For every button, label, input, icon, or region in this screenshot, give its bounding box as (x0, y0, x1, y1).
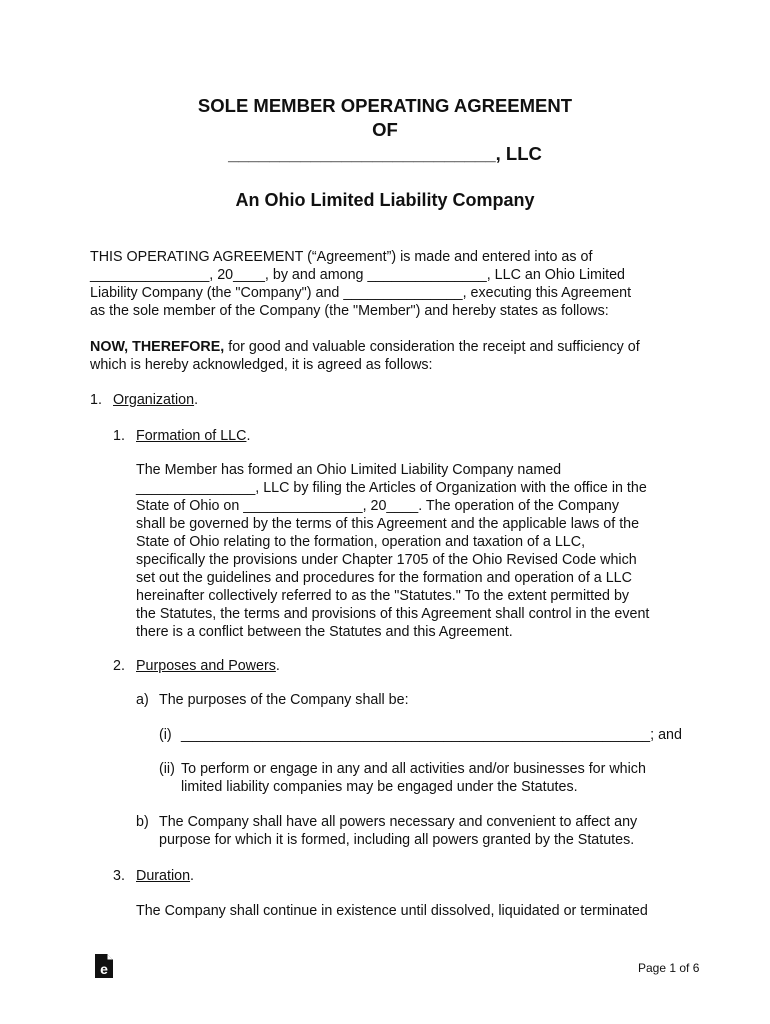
subsection-number: 3. (113, 868, 125, 884)
document-title-of: OF (372, 119, 398, 140)
item-label-ii: (ii) (159, 761, 175, 777)
section-heading-organization (113, 391, 198, 409)
item-text-b: purpose for which it is formed, including all powers granted by the Statutes. (159, 832, 635, 848)
subsection-number: 1. (113, 428, 125, 444)
document-subtitle: An Ohio Limited Liability Company (235, 190, 535, 210)
intro-line: _______________, 20____, by and among _______________, LLC an Ohio Limited (90, 267, 625, 283)
subsection-heading-text: Formation of LLC (136, 428, 247, 444)
therefore-line: which is hereby acknowledged, it is agreed as follows: (90, 357, 433, 373)
item-label-i: (i) (159, 727, 172, 743)
section-number: 1. (90, 392, 102, 408)
therefore-text: for good and valuable consideration the receipt and sufficiency of (224, 339, 640, 355)
subsection-heading-text: Purposes and Powers (136, 658, 276, 674)
therefore-bold: NOW, THEREFORE, (90, 339, 225, 355)
formation-line: set out the guidelines and procedures for the formation and operation of a LLC (136, 570, 632, 586)
svg-text:e: e (100, 961, 108, 977)
formation-line: specifically the provisions under Chapter 1705 of the Ohio Revised Code which (136, 552, 637, 568)
formation-line: hereinafter collectively referred to as the "Statutes." To the extent permitted by (136, 588, 630, 604)
item-label-a: a) (136, 692, 149, 708)
company-name-blank: __________________________, LLC (228, 143, 542, 164)
subsection-heading-formation (136, 427, 250, 445)
therefore-paragraph (90, 338, 640, 356)
heading-period: . (246, 428, 251, 444)
heading-period: . (275, 658, 280, 674)
item-text-ii: To perform or engage in any and all activities and/or businesses for which (181, 761, 646, 777)
formation-line: shall be governed by the terms of this Agreement and the applicable laws of the (136, 516, 640, 532)
formation-line: The Member has formed an Ohio Limited Liability Company named (136, 462, 562, 478)
item-text-b: The Company shall have all powers necessary and convenient to affect any (159, 814, 638, 830)
duration-text: The Company shall continue in existence until dissolved, liquidated or terminated (136, 903, 648, 919)
intro-line: Liability Company (the "Company") and _______________, executing this Agreement (90, 285, 632, 301)
purpose-blank-line: ___________________________________________________________; and (181, 727, 682, 743)
subsection-heading-duration (136, 867, 194, 885)
subsection-heading-purposes (136, 657, 280, 675)
heading-period: . (190, 868, 195, 884)
page-number: Page 1 of 6 (638, 961, 700, 975)
intro-line: THIS OPERATING AGREEMENT (“Agreement”) is made and entered into as of (90, 249, 593, 265)
formation-line: the Statutes, the terms and provisions of this Agreement shall control in the event (136, 606, 650, 622)
item-text-ii: limited liability companies may be engaged under the Statutes. (181, 779, 578, 795)
formation-line: _______________, LLC by filing the Articles of Organization with the office in the (136, 480, 647, 496)
formation-line: State of Ohio relating to the formation, operation and taxation of a LLC, (136, 534, 586, 550)
formation-line: State of Ohio on _______________, 20____. The operation of the Company (136, 498, 620, 514)
item-text-a: The purposes of the Company shall be: (159, 692, 409, 708)
subsection-number: 2. (113, 658, 125, 674)
subsection-heading-text: Duration (136, 868, 191, 884)
item-label-b: b) (136, 814, 149, 830)
heading-period: . (194, 392, 199, 408)
section-heading-text: Organization (113, 392, 195, 408)
intro-line: as the sole member of the Company (the "Member") and hereby states as follows: (90, 303, 609, 319)
formation-line: there is a conflict between the Statutes and this Agreement. (136, 624, 513, 640)
document-title: SOLE MEMBER OPERATING AGREEMENT (197, 95, 573, 116)
eforms-logo-icon (94, 953, 114, 979)
